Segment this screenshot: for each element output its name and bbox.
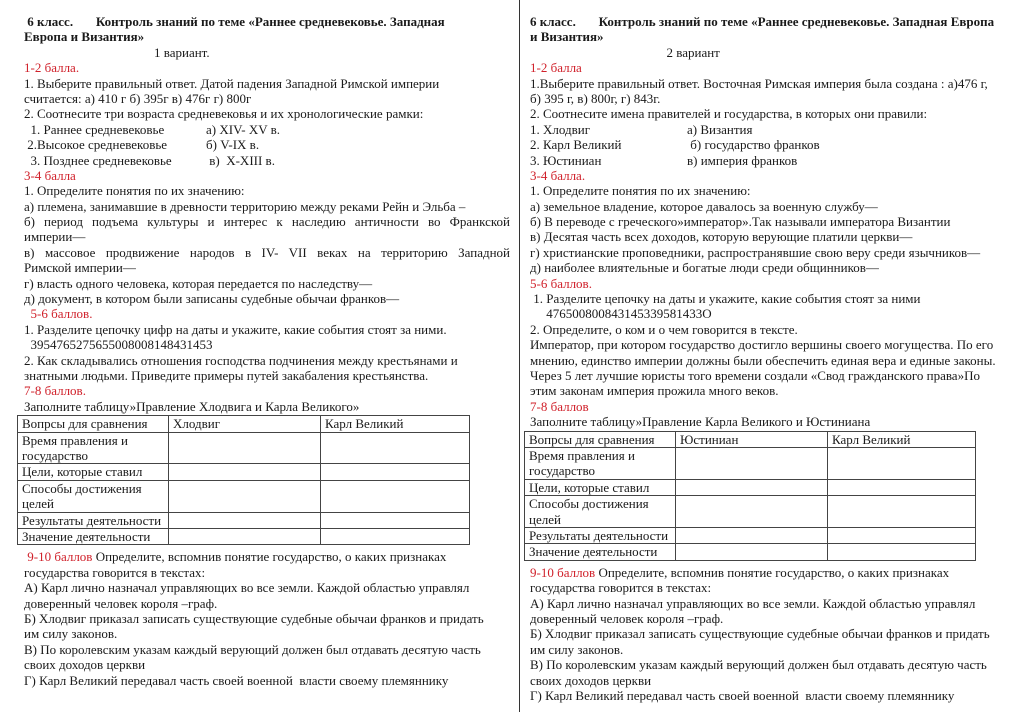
matching-row xyxy=(24,122,510,137)
matching-right: в) X-XIII в. xyxy=(206,152,275,168)
text-line: Заполните таблицу»Правление Хлодвига и Карла Великого» xyxy=(24,398,360,414)
table-header-cell: Вопрсы для сравнения xyxy=(18,416,169,432)
comparison-table xyxy=(524,431,976,561)
text-line: Через 5 лет лучшие юристы того времени создали «Свод гражданского права»По xyxy=(530,367,980,383)
answer-cell[interactable] xyxy=(321,512,470,528)
text-line: 1. Выберите правильный ответ. Датой падения Западной Римской империи xyxy=(24,75,440,91)
text-line: Б) Хлодвиг приказал записать существующие судебные обычаи франков и придать xyxy=(24,610,484,626)
points-label: 7-8 баллов. xyxy=(24,383,86,399)
page-title: и Византия» xyxy=(530,29,604,45)
text-line: доверенный человек короля –граф. xyxy=(24,595,218,611)
matching-left: 2. Карл Великий xyxy=(530,137,622,153)
matching-row xyxy=(530,153,1012,168)
answer-cell[interactable] xyxy=(676,447,828,479)
row-label: Результаты деятельности xyxy=(525,527,676,543)
page-title: 6 класс. Контроль знаний по теме «Раннее средневековье. Западная Европа xyxy=(530,14,995,29)
answer-cell[interactable] xyxy=(321,464,470,480)
text-line: 2. Определите, о ком и о чем говорится в тексте. xyxy=(530,321,798,337)
table-header-cell: Карл Великий xyxy=(321,416,470,432)
answer-cell[interactable] xyxy=(169,432,321,464)
task-text: Определите, вспомнив понятие государство, о каких признаках xyxy=(92,549,447,565)
text-line: А) Карл лично назначал управляющих во все земли. Каждой областью управлял xyxy=(24,580,470,596)
answer-cell[interactable] xyxy=(321,480,470,512)
row-label: Значение деятельности xyxy=(18,529,169,545)
text-line: в) Десятая часть всех доходов, которую верующие платили церкви— xyxy=(530,229,913,245)
task-text: Определите, вспомнив понятие государство, о каких признаках xyxy=(595,564,950,580)
table-header-cell: Вопрсы для сравнения xyxy=(525,431,676,447)
matching-row xyxy=(24,153,510,168)
answer-cell[interactable] xyxy=(828,544,976,560)
column-divider xyxy=(519,0,520,712)
comparison-table xyxy=(17,415,470,545)
text-line: 1. Разделите цепочку цифр на даты и укажите, какие события стоят за ними. xyxy=(24,321,447,337)
points-label: 7-8 баллов xyxy=(530,398,589,414)
text-line: доверенный человек короля –граф. xyxy=(530,610,724,626)
text-line: 2. Соотнесите имена правителей и государства, в которых они правили: xyxy=(530,106,928,122)
matching-left: 3. Юстиниан xyxy=(530,152,602,168)
row-label: Результаты деятельности xyxy=(18,512,169,528)
matching-left: 2.Высокое средневековье xyxy=(24,137,168,153)
answer-cell[interactable] xyxy=(169,512,321,528)
table-header-row xyxy=(18,416,470,432)
text-line: д) документ, в котором были записаны судебные обычаи франков— xyxy=(24,291,400,307)
matching-right: б) государство франков xyxy=(687,137,820,153)
row-label: Способы достижения целей xyxy=(18,480,169,512)
text-line: Б) Хлодвиг приказал записать существующие судебные обычаи франков и придать xyxy=(530,626,990,642)
text-line: своих доходов церкви xyxy=(24,657,146,673)
text-line: б) 395 г, в) 800г, г) 843г. xyxy=(530,90,661,106)
page-title: 6 класс. Контроль знаний по теме «Раннее средневековье. Западная xyxy=(24,14,445,29)
text-line: Г) Карл Великий передавал часть своей военной власти своему племяннику xyxy=(530,687,955,703)
text-line: б) период подъема культуры и интерес к наследию античности во Франкской xyxy=(24,214,510,230)
table-row xyxy=(525,447,976,479)
page-title: Европа и Византия» xyxy=(24,29,145,45)
task-line xyxy=(24,549,510,564)
text-line: государства говорится в текстах: xyxy=(24,564,206,580)
table-row xyxy=(525,479,976,495)
matching-right: а) XIV- XV в. xyxy=(206,121,281,137)
answer-cell[interactable] xyxy=(169,529,321,545)
matching-left: 1. Раннее средневековье xyxy=(24,121,165,137)
table-row xyxy=(18,464,470,480)
text-line: а) земельное владение, которое давалось за военную службу— xyxy=(530,198,878,214)
row-label: Способы достижения целей xyxy=(525,496,676,528)
row-label: Время правления и государство xyxy=(525,447,676,479)
row-label: Цели, которые ставил xyxy=(525,479,676,495)
text-line: своих доходов церкви xyxy=(530,672,652,688)
text-line: 3954765275655008008148431453 xyxy=(24,337,213,353)
table-header-cell: Хлодвиг xyxy=(169,416,321,432)
text-line: им силу законов. xyxy=(530,641,624,657)
text-line: Император, при котором государство достигло вершины своего могущества. По его xyxy=(530,337,994,353)
points-label: 9-10 баллов xyxy=(530,564,596,580)
points-label: 9-10 баллов xyxy=(24,549,93,565)
text-line: 2. Как складывались отношения господства подчинения между крестьянами и xyxy=(24,352,458,368)
text-line: а) племена, занимавшие в древности территорию между реками Рейн и Эльба – xyxy=(24,198,466,214)
table-header-cell: Карл Великий xyxy=(828,431,976,447)
answer-cell[interactable] xyxy=(676,496,828,528)
answer-cell[interactable] xyxy=(676,544,828,560)
text-line: В) По королевским указам каждый верующий должен был отдавать десятую часть xyxy=(24,641,481,657)
text-line: 2. Соотнесите три возраста средневековья и их хронологические рамки: xyxy=(24,106,424,122)
text-line: г) христианские проповедники, распространявшие свою веру среди язычников— xyxy=(530,244,981,260)
matching-right: а) Византия xyxy=(687,121,753,137)
table-row xyxy=(525,544,976,560)
table-row xyxy=(18,432,470,464)
text-line: 2 вариант xyxy=(530,44,720,60)
text-line: им силу законов. xyxy=(24,626,118,642)
answer-cell[interactable] xyxy=(828,479,976,495)
answer-cell[interactable] xyxy=(828,496,976,528)
table-header-row xyxy=(525,431,976,447)
table-row xyxy=(525,527,976,543)
variant-1-column xyxy=(24,14,510,688)
table-row xyxy=(18,529,470,545)
table-row xyxy=(18,512,470,528)
text-line: государства говорится в текстах: xyxy=(530,580,712,596)
points-label: 3-4 балла. xyxy=(530,167,586,183)
matching-left: 3. Позднее средневековье xyxy=(24,152,172,168)
answer-cell[interactable] xyxy=(321,432,470,464)
matching-left: 1. Хлодвиг xyxy=(530,121,591,137)
text-line: б) В переводе с греческого»император».Так называли императора Византии xyxy=(530,214,951,230)
text-line: Заполните таблицу»Правление Карла Великого и Юстиниана xyxy=(530,414,871,430)
text-line: В) По королевским указам каждый верующий должен был отдавать десятую часть xyxy=(530,657,987,673)
matching-row xyxy=(530,122,1012,137)
text-line: империи— xyxy=(24,229,86,245)
matching-row xyxy=(24,137,510,152)
text-line: Римской империи— xyxy=(24,260,136,276)
text-line: 476500800843145339581433О xyxy=(530,306,712,322)
text-line: в) массовое продвижение народов в IV- VII веках на территорию Западной xyxy=(24,244,510,260)
variant-2-column xyxy=(530,14,1012,703)
text-line: 1. Определите понятия по их значению: xyxy=(530,183,751,199)
answer-cell[interactable] xyxy=(321,529,470,545)
text-line: знатными людьми. Приведите примеры путей закабаления крестьянства. xyxy=(24,367,429,383)
points-label: 1-2 балла xyxy=(530,60,582,76)
points-label: 5-6 баллов. xyxy=(24,306,93,322)
points-label: 3-4 балла xyxy=(24,167,76,183)
answer-cell[interactable] xyxy=(828,447,976,479)
answer-cell[interactable] xyxy=(828,527,976,543)
matching-right: б) V-IX в. xyxy=(206,137,260,153)
text-line: 1 вариант. xyxy=(24,44,210,60)
text-line: 1. Определите понятия по их значению: xyxy=(24,183,245,199)
table-row xyxy=(18,480,470,512)
row-label: Время правления и государство xyxy=(18,432,169,464)
text-line: этим законам империя прожила много веков. xyxy=(530,383,779,399)
table-row xyxy=(525,496,976,528)
points-label: 1-2 балла. xyxy=(24,60,80,76)
answer-cell[interactable] xyxy=(169,480,321,512)
text-line: 1. Разделите цепочку на даты и укажите, какие события стоят за ними xyxy=(530,291,921,307)
text-line: г) власть одного человека, которая передается по наследству— xyxy=(24,275,373,291)
answer-cell[interactable] xyxy=(169,464,321,480)
text-line: Г) Карл Великий передавал часть своей военной власти своему племяннику xyxy=(24,672,449,688)
matching-right: в) империя франков xyxy=(687,152,798,168)
text-line: 1.Выберите правильный ответ. Восточная Римская империя была создана : а)476 г, xyxy=(530,75,988,91)
text-line: считается: а) 410 г б) 395г в) 476г г) 800г xyxy=(24,90,252,106)
text-line: А) Карл лично назначал управляющих во все земли. Каждой областью управлял xyxy=(530,595,976,611)
points-label: 5-6 баллов. xyxy=(530,275,592,291)
row-label: Цели, которые ставил xyxy=(18,464,169,480)
answer-cell[interactable] xyxy=(676,479,828,495)
task-line xyxy=(530,565,1012,580)
table-header-cell: Юстиниан xyxy=(676,431,828,447)
text-line: д) наиболее влиятельные и богатые люди среди общинников— xyxy=(530,260,879,276)
text-line: мнению, единство империи должны были обеспечить единая вера и единые законы. xyxy=(530,352,996,368)
matching-row xyxy=(530,137,1012,152)
row-label: Значение деятельности xyxy=(525,544,676,560)
answer-cell[interactable] xyxy=(676,527,828,543)
